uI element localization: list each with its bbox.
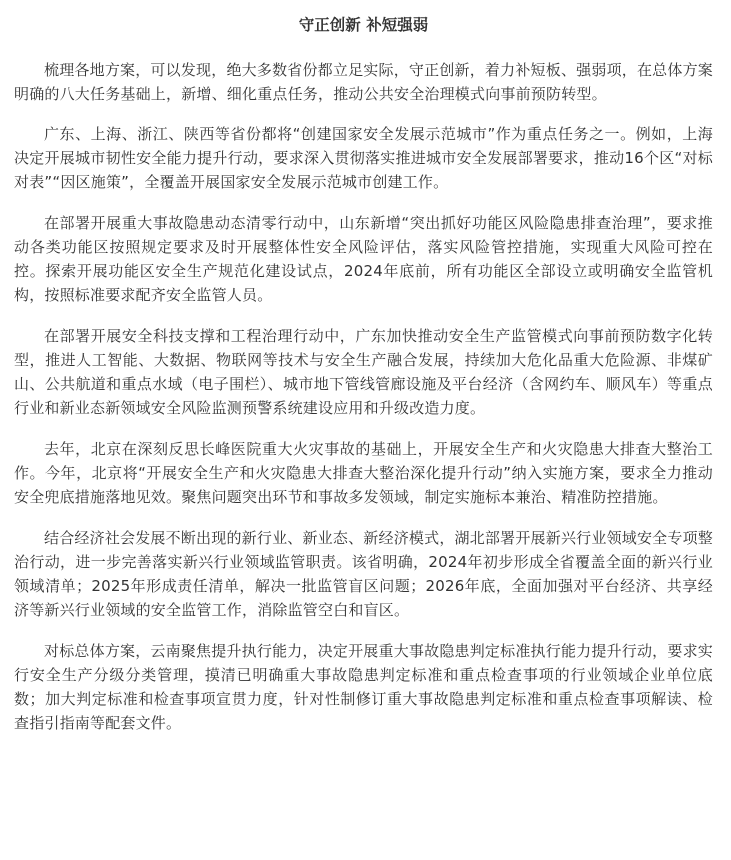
paragraph-guangdong: 在部署开展安全科技支撑和工程治理行动中，广东加快推动安全生产监管模式向事前预防数字化转型，推进人工智能、大数据、物联网等技术与安全生产融合发展，持续加大危化品重大危险源、非煤矿山、公共航道和重点水域（电子围栏）、城市地下管线管廊设施及平台经济（含网约车、顺风车）等重点行业和新业态新领域安全风险监测预警系统建设应用和升级改造力度。 (14, 327, 713, 417)
paragraph-shandong: 在部署开展重大事故隐患动态清零行动中，山东新增“突出抓好功能区风险隐患排查治理”，要求推动各类功能区按照规定要求及时开展整体性安全风险评估，落实风险管控措施，实现重大风险可控在控。探索开展功能区安全生产规范化建设试点，2024年底前，所有功能区全部设立或明确安全监管机构，按照标准要求配齐安全监管人员。 (14, 214, 713, 304)
paragraph-hubei: 结合经济社会发展不断出现的新行业、新业态、新经济模式，湖北部署开展新兴行业领域安全专项整治行动，进一步完善落实新兴行业领域监管职责。该省明确，2024年初步形成全省覆盖全面的新兴行业领域清单；2025年形成责任清单，解决一批监管盲区问题；2026年底，全面加强对平台经济、共享经济等新兴行业领域的安全监管工作，消除监管空白和盲区。 (14, 529, 713, 619)
paragraph-safe-city: 广东、上海、浙江、陕西等省份都将“创建国家安全发展示范城市”作为重点任务之一。例如，上海决定开展城市韧性安全能力提升行动，要求深入贯彻落实推进城市安全发展部署要求，推动16个区“对标对表”“因区施策”，全覆盖开展国家安全发展示范城市创建工作。 (14, 125, 713, 191)
paragraph-overview: 梳理各地方案，可以发现，绝大多数省份都立足实际，守正创新，着力补短板、强弱项，在总体方案明确的八大任务基础上，新增、细化重点任务，推动公共安全治理模式向事前预防转型。 (14, 61, 713, 103)
paragraph-beijing: 去年，北京在深刻反思长峰医院重大火灾事故的基础上，开展安全生产和火灾隐患大排查大整治工作。今年，北京将“开展安全生产和火灾隐患大排查大整治深化提升行动”纳入实施方案，要求全力推动安全兜底措施落地见效。聚焦问题突出环节和事故多发领域，制定实施标本兼治、精准防控措施。 (14, 440, 713, 506)
paragraph-yunnan: 对标总体方案，云南聚焦提升执行能力，决定开展重大事故隐患判定标准执行能力提升行动，要求实行安全生产分级分类管理，摸清已明确重大事故隐患判定标准和重点检查事项的行业领域企业单位底数；加大判定标准和检查事项宣贯力度，针对性制修订重大事故隐患判定标准和重点检查事项解读、检查指引指南等配套文件。 (14, 642, 713, 732)
article-title: 守正创新 补短强弱 (298, 16, 429, 34)
